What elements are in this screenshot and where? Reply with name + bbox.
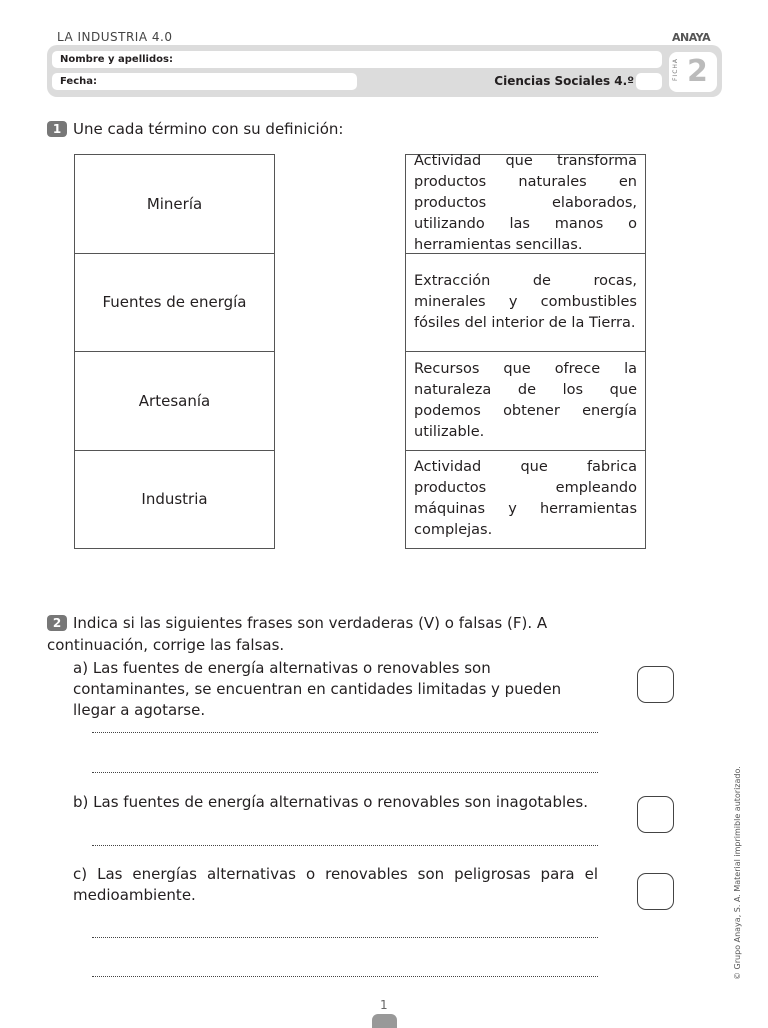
definitions-column (405, 154, 646, 549)
page-tab (372, 1014, 397, 1028)
exercise-number: 2 (47, 615, 67, 631)
copyright-notice: © Grupo Anaya, S. A. Material imprimible autorizado. (733, 766, 742, 980)
statement-text: Las energías alternativas o renovables son peligrosas para el medioambiente. (73, 865, 598, 904)
answer-box-c[interactable] (637, 873, 674, 910)
unit-title: LA INDUSTRIA 4.0 (57, 30, 173, 44)
statement-c (73, 864, 598, 906)
name-label: Nombre y apellidos: (60, 54, 173, 65)
definition-cell[interactable] (405, 450, 646, 550)
answer-line[interactable] (92, 937, 598, 938)
definition-text: Actividad que transforma productos naturales en productos elaborados, utilizando las manos o herramientas sencillas. (414, 153, 637, 254)
term-cell[interactable]: Fuentes de energía (74, 253, 275, 353)
instruction-text: Une cada término con su definición: (73, 120, 344, 138)
answer-line[interactable] (92, 976, 598, 977)
date-label: Fecha: (60, 76, 98, 87)
ficha-number: 2 (687, 54, 708, 89)
exercise-2-instruction (47, 612, 607, 656)
page-number: 1 (380, 998, 388, 1012)
statement-text: Las fuentes de energía alternativas o renovables son inagotables. (93, 793, 588, 811)
answer-box-a[interactable] (637, 666, 674, 703)
ficha-label: FICHA (672, 58, 679, 82)
term-cell[interactable]: Minería (74, 154, 275, 254)
definition-text: Extracción de rocas, minerales y combustibles fósiles del interior de la Tierra. (414, 272, 637, 331)
subject-label: Ciencias Sociales 4.º (494, 74, 634, 88)
term-cell[interactable]: Artesanía (74, 351, 275, 451)
course-field[interactable] (636, 73, 662, 90)
name-field[interactable] (52, 51, 662, 68)
statement-text: Las fuentes de energía alternativas o renovables son contaminantes, se encuentran en cantidades limitadas y pueden llegar a agotarse. (73, 659, 562, 719)
date-field[interactable] (52, 73, 357, 90)
statement-label: b) (73, 793, 89, 811)
statement-b (73, 792, 598, 813)
statement-label: c) (73, 865, 88, 883)
statement-label: a) (73, 659, 89, 677)
student-info-bar (47, 45, 722, 97)
definition-text: Recursos que ofrece la naturaleza de los que podemos obtener energía utilizable. (414, 360, 637, 440)
exercise-number: 1 (47, 121, 67, 137)
term-cell[interactable]: Industria (74, 450, 275, 550)
definition-cell[interactable] (405, 253, 646, 353)
statement-a (73, 658, 598, 721)
definition-text: Actividad que fabrica productos empleando máquinas y herramientas complejas. (414, 459, 637, 539)
instruction-text: Indica si las siguientes frases son verdaderas (V) o falsas (F). A continuación, corrige las falsas. (47, 614, 548, 654)
brand-logo: ANAYA (672, 31, 711, 44)
terms-column (74, 154, 275, 549)
answer-box-b[interactable] (637, 796, 674, 833)
exercise-1-instruction (47, 120, 343, 138)
answer-line[interactable] (92, 772, 598, 773)
answer-line[interactable] (92, 732, 598, 733)
ficha-badge (669, 52, 717, 92)
definition-cell[interactable] (405, 351, 646, 451)
answer-line[interactable] (92, 845, 598, 846)
definition-cell[interactable] (405, 154, 646, 254)
